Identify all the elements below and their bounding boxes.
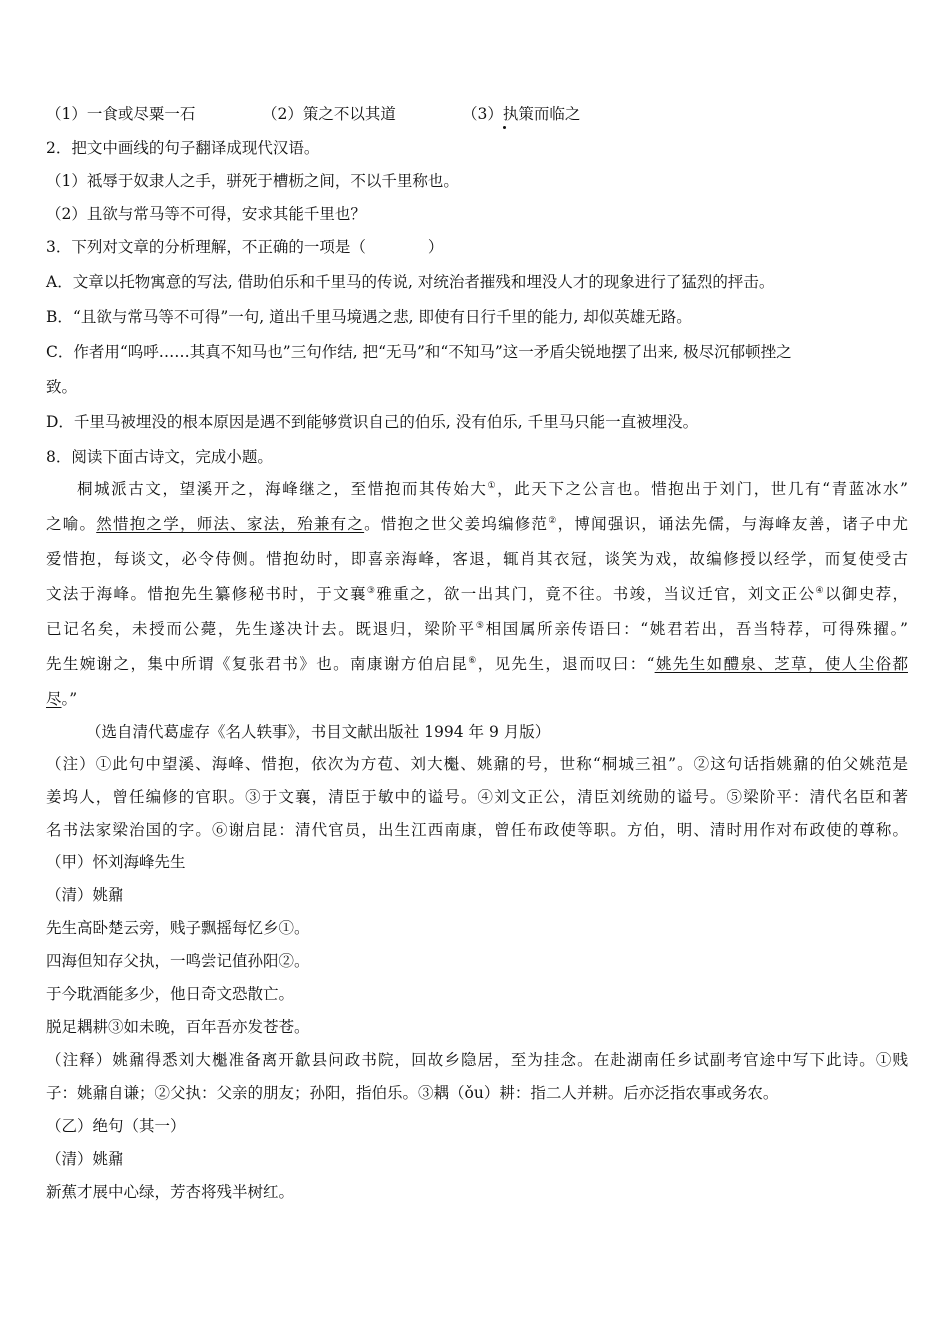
poem-a-author: （清）姚鼐 [46, 886, 124, 904]
q3-option-d: D．千里马被埋没的根本原因是遇不到能够赏识自己的伯乐, 没有伯乐, 千里马只能一直被埋没。 [46, 413, 699, 431]
q2-sentence-1: （1）祗辱于奴隶人之手，骈死于槽枥之间，不以千里称也。 [46, 172, 459, 190]
q3-option-c-line2: 致。 [46, 378, 78, 396]
passage-line-4: 文法于海峰。惜抱先生纂修秘书时，于文襄③雅重之，欲一出其门，竟不往。书竣，当议迁官，刘文正公④以御史荐， [46, 585, 908, 603]
poem-a-line-3: 于今耽酒能多少，他日奇文恐散亡。 [46, 985, 295, 1003]
poem-a-line-4: 脱足耦耕③如未晚，百年吾亦发苍苍。 [46, 1018, 310, 1036]
q3-option-b: B．“且欲与常马等不可得”一句, 道出千里马境遇之悲, 即使有日行千里的能力, 却似英雄无路。 [46, 308, 692, 326]
poem-a-line-2: 四海但知存父执，一鸣尝记值孙阳②。 [46, 952, 310, 970]
q1-item-1: （1）一食或尽粟一石 [46, 104, 196, 123]
passage-note-2: 姜坞人，曾任编修的官职。③于文襄，清臣于敏中的谥号。④刘文正公，清臣刘统勋的谥号。⑤梁阶平：清代名臣和著 [46, 788, 908, 806]
q8-title: 8．阅读下面古诗文，完成小题。 [46, 448, 273, 466]
passage-line-7: 尽。” [46, 690, 78, 708]
poem-a-note-2: 子：姚鼐自谦；②父执：父亲的朋友；孙阳，指伯乐。③耦（ǒu）耕：指二人并耕。后亦泛指农事或务农。 [46, 1084, 779, 1102]
q2-sentence-2: （2）且欲与常马等不可得，安求其能千里也？ [46, 205, 366, 223]
document-page [46, 96, 908, 1202]
passage-source: （选自清代葛虚存《名人轶事》，书目文献出版社 1994 年 9 月版） [86, 723, 551, 741]
passage-line-6: 先生婉谢之，集中所谓《复张君书》也。南康谢方伯启昆⑥，见先生，退而叹曰：“姚先生如醴泉、芝草，使人尘俗都 [46, 655, 908, 673]
passage-line-2: 之喻。然惜抱之学，师法、家法，殆兼有之。惜抱之世父姜坞编修范②，博闻强识，诵法先儒，与海峰友善，诸子中尤 [46, 515, 908, 533]
passage-line-1: 桐城派古文，望溪开之，海峰继之，至惜抱而其传始大①，此天下之公言也。惜抱出于刘门，世几有“青蓝冰水” [77, 480, 908, 498]
q1-item-3-rest: 策而临之 [518, 104, 581, 123]
underlined-sentence-1: 然惜抱之学，师法、家法，殆兼有之 [96, 515, 365, 533]
q1-item-2: （2）策之不以其道 [262, 104, 396, 123]
q1-item-3-emphasis: 执 [503, 102, 519, 124]
poem-a-note-1: （注释）姚鼐得悉刘大櫆准备离开歙县问政书院，回故乡隐居，至为挂念。在赴湖南任乡试副考官途中写下此诗。①贱 [46, 1051, 908, 1069]
q2-title: 2．把文中画线的句子翻译成现代汉语。 [46, 139, 320, 157]
poem-a-line-1: 先生高卧楚云旁，贱子飘摇每忆乡①。 [46, 919, 310, 937]
underlined-sentence-2: 姚先生如醴泉、芝草，使人尘俗都 [654, 655, 908, 673]
q3-option-c-line1: C．作者用“呜呼……其真不知马也”三句作结, 把“无马”和“不知马”这一矛盾尖锐地摆了出来, 极尽沉郁顿挫之 [46, 343, 792, 361]
poem-b-line-1: 新蕉才展中心绿，芳杏将残半树红。 [46, 1183, 295, 1201]
poem-b-author: （清）姚鼐 [46, 1150, 124, 1168]
poem-b-title: （乙）绝句（其一） [46, 1117, 186, 1135]
poem-a-title: （甲）怀刘海峰先生 [46, 853, 186, 871]
passage-note-3: 名书法家梁治国的字。⑥谢启昆：清代官员，出生江西南康，曾任布政使等职。方伯，明、清时用作对布政使的尊称。 [46, 821, 908, 839]
passage-line-5: 已记名矣，未授而公薨，先生遂决计去。既退归，梁阶平⑤相国属所亲传语曰：“姚君若出，吾当特荐，可得殊擢。” [46, 620, 908, 638]
q1-items-row [46, 96, 908, 129]
passage-line-3: 爱惜抱，每谈文，必令侍侧。惜抱幼时，即喜亲海峰，客退，辄肖其衣冠，谈笑为戏，故编修授以经学，而复使受古 [46, 550, 908, 568]
classical-passage [46, 479, 908, 709]
q1-item-3-label: （3） [462, 104, 503, 123]
q3-option-a: A．文章以托物寓意的写法, 借助伯乐和千里马的传说, 对统治者摧残和埋没人才的现象进行了猛烈的抨击。 [46, 273, 775, 291]
passage-note-1: （注）①此句中望溪、海峰、惜抱，依次为方苞、刘大櫆、姚鼐的号，世称“桐城三祖”。②这句话指姚鼐的伯父姚范是 [46, 755, 908, 773]
q3-title: 3．下列对文章的分析理解，不正确的一项是（ ） [46, 238, 444, 256]
